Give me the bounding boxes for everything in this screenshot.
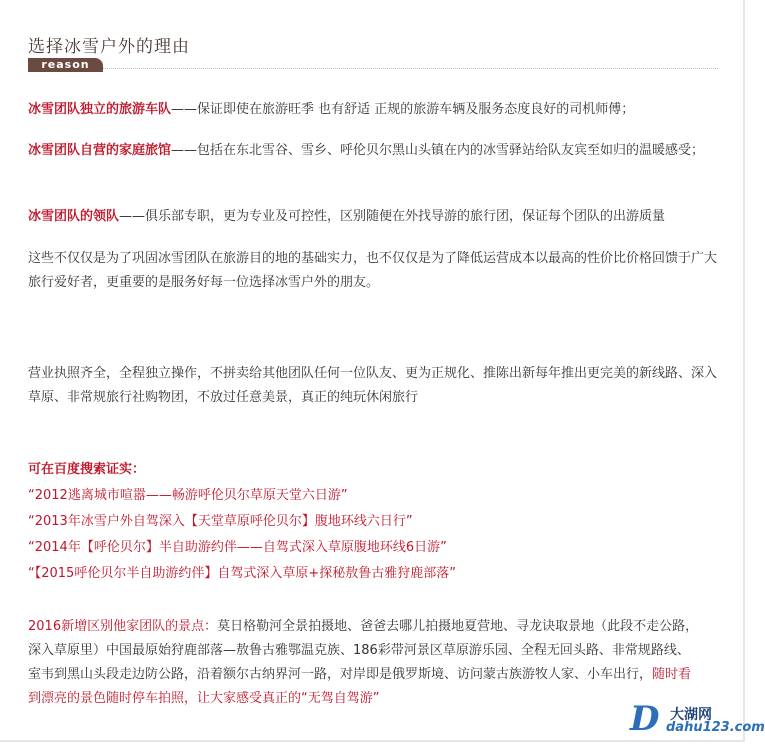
proof-list: [28, 457, 718, 587]
logo-url: dahu123.com: [666, 720, 765, 735]
license-paragraph: 营业执照齐全，全程独立操作，不拼卖给其他团队任何一位队友、更为正规化、推陈出新每年推出更完美的新线路、深入草原、非常规旅行社购物团，不放过任意美景，真正的纯玩休闲旅行: [28, 366, 718, 405]
new-2016-paragraph: [28, 615, 700, 711]
new-2016-lead: 2016新增区别他家团队的景点：: [28, 619, 218, 634]
proof-item[interactable]: “2013年冰雪户外自驾深入【天堂草原呼伦贝尔】腹地环线六日行”: [28, 514, 413, 529]
point-text: ——包括在东北雪谷、雪乡、呼伦贝尔黑山头镇在内的冰雪驿站给队友宾至如归的温暖感受；: [171, 143, 705, 158]
dotted-divider: [28, 68, 718, 69]
point-text: ——俱乐部专职，更为专业及可控性，区别随便在外找导游的旅行团，保证每个团队的出游质量: [119, 209, 666, 224]
point-fleet: [28, 98, 718, 122]
reason-tag: reason: [28, 58, 103, 72]
proof-item[interactable]: “2014年【呼伦贝尔】半自助游约伴——自驾式深入草原腹地环线6日游”: [28, 540, 447, 555]
new-2016-tail: 随时看到漂亮的景色随时停车拍照，让大家感受真正的“无驾自驾游”: [28, 667, 692, 706]
dahu-watermark-logo: [630, 699, 765, 740]
section-title: 选择冰雪户外的理由: [28, 37, 190, 57]
new-2016-text: 莫日格勒河全景拍摄地、爸爸去哪儿拍摄地夏营地、寻龙诀取景地（此段不走公路，深入草原里）中国最原始狩鹿部落—敖鲁古雅鄂温克族、186彩带河景区草原游乐园、全程无回头路、非常规路线、室韦到黑山头段走边防公路，沿着额尔古纳界河一路，对岸即是俄罗斯境、访问蒙古族游牧人家、小车出行，: [28, 619, 699, 682]
logo-letter: D: [630, 699, 660, 739]
proof-item[interactable]: “【2015呼伦贝尔半自助游约伴】自驾式深入草原+探秘敖鲁古雅狩鹿部落”: [28, 566, 456, 581]
logo-name: 大湖网: [670, 707, 712, 723]
proof-item[interactable]: “2012逃离城市喧嚣——畅游呼伦贝尔草原天堂六日游”: [28, 488, 348, 503]
proof-heading: 可在百度搜索证实：: [28, 462, 146, 477]
summary-paragraph: 这些不仅仅是为了巩固冰雪团队在旅游目的地的基础实力，也不仅仅是为了降低运营成本以最高的性价比价格回馈于广大旅行爱好者，更重要的是服务好每一位选择冰雪户外的朋友。: [28, 251, 718, 290]
point-leader: [28, 205, 718, 229]
point-lead: 冰雪团队的领队: [28, 209, 120, 224]
point-lead: 冰雪团队独立的旅游车队: [28, 102, 172, 117]
point-text: ——保证即使在旅游旺季 也有舒适 正规的旅游车辆及服务态度良好的司机师傅；: [171, 102, 635, 117]
point-inn: [28, 139, 718, 163]
reason-tag-row: [28, 58, 718, 72]
section-header: [28, 32, 190, 57]
point-lead: 冰雪团队自营的家庭旅馆: [28, 143, 172, 158]
